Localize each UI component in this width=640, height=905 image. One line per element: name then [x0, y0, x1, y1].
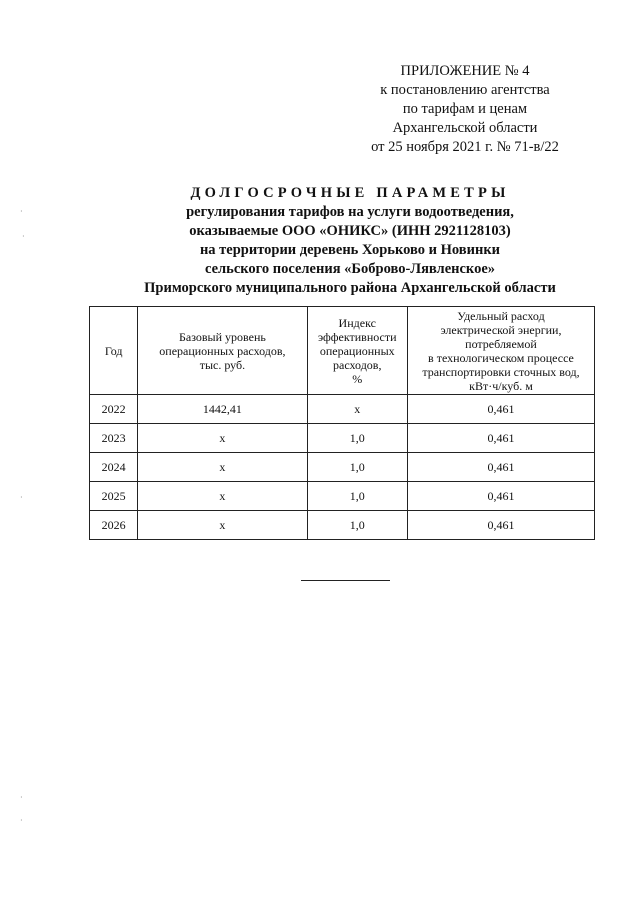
appendix-block — [340, 62, 590, 157]
cell-specific: 0,461 — [407, 453, 594, 482]
cell-index: 1,0 — [307, 453, 407, 482]
cell-index: 1,0 — [307, 482, 407, 511]
title-line: на территории деревень Хорьково и Новинки — [199, 242, 501, 258]
cell-index: 1,0 — [307, 424, 407, 453]
cell-base: х — [138, 511, 307, 540]
scan-speck: · — [20, 793, 23, 802]
table-row — [90, 395, 595, 424]
cell-specific: 0,461 — [407, 395, 594, 424]
cell-year: 2025 — [90, 482, 138, 511]
cell-specific: 0,461 — [407, 511, 594, 540]
cell-base: х — [138, 453, 307, 482]
appendix-date-line: от 25 ноября 2021 г. № 71-в/22 — [371, 139, 559, 155]
cell-index: х — [307, 395, 407, 424]
cell-year: 2022 — [90, 395, 138, 424]
table-header-row — [90, 307, 595, 395]
table-row — [90, 511, 595, 540]
table-row — [90, 453, 595, 482]
appendix-line: по тарифам и ценам — [402, 101, 528, 117]
cell-base: х — [138, 424, 307, 453]
appendix-line: к постановлению агентства — [380, 82, 550, 98]
scan-speck: · — [20, 493, 23, 502]
header-specific-consumption: Удельный расход электрической энергии, потребляемой в технологическом процессе транспортировки сточных вод, кВт·ч/куб. м — [407, 307, 594, 395]
parameters-table — [89, 306, 595, 540]
title-line: регулирования тарифов на услуги водоотведения, — [186, 204, 514, 220]
cell-year: 2024 — [90, 453, 138, 482]
scan-speck: · — [20, 207, 23, 216]
cell-specific: 0,461 — [407, 482, 594, 511]
cell-specific: 0,461 — [407, 424, 594, 453]
header-base-level: Базовый уровень операционных расходов, тыс. руб. — [138, 307, 307, 395]
table-row — [90, 482, 595, 511]
cell-base: 1442,41 — [138, 395, 307, 424]
document-heading: ДОЛГОСРОЧНЫЕ ПАРАМЕТРЫ — [190, 185, 510, 201]
appendix-line: Архангельской области — [392, 120, 538, 136]
scan-speck: · — [20, 816, 23, 825]
title-line: сельского поселения «Боброво-Лявленское» — [204, 261, 496, 277]
header-year: Год — [90, 307, 138, 395]
cell-index: 1,0 — [307, 511, 407, 540]
table-row — [90, 424, 595, 453]
header-efficiency-index: Индекс эффективности операционных расходов, % — [307, 307, 407, 395]
cell-year: 2026 — [90, 511, 138, 540]
scan-speck: · — [22, 232, 25, 241]
title-line: оказываемые ООО «ОНИКС» (ИНН 2921128103) — [189, 223, 511, 239]
cell-year: 2023 — [90, 424, 138, 453]
closing-rule — [301, 580, 390, 581]
document-title-block — [60, 184, 640, 298]
title-line: Приморского муниципального района Архангельской области — [144, 280, 556, 296]
cell-base: х — [138, 482, 307, 511]
appendix-title: ПРИЛОЖЕНИЕ № 4 — [400, 63, 530, 79]
